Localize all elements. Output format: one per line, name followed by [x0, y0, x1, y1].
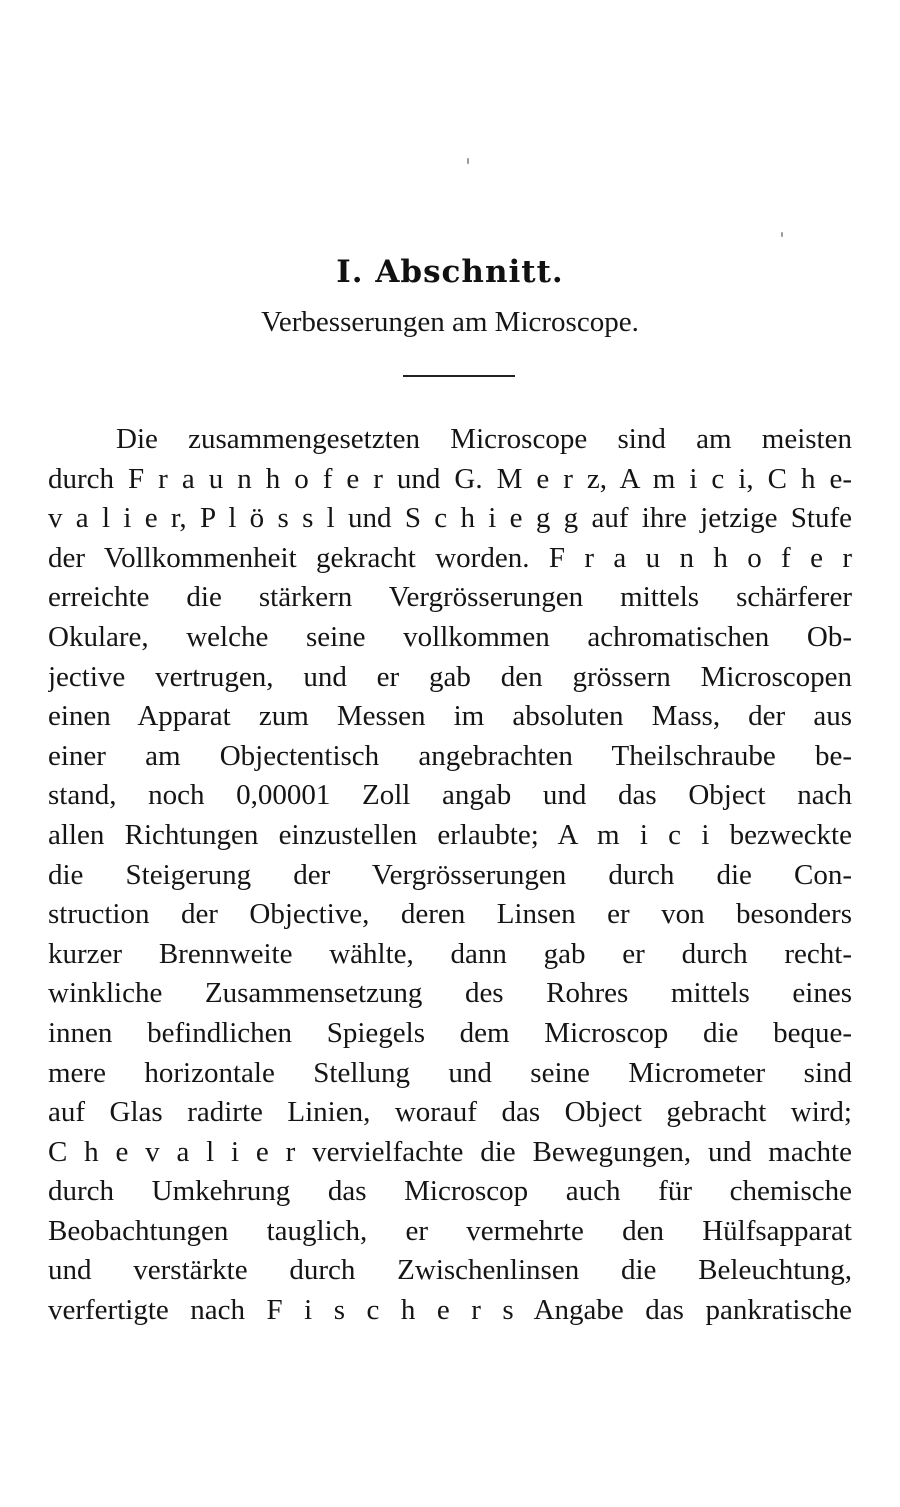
text-line: auf Glas radirte Linien, worauf das Object gebracht wird;	[48, 1096, 852, 1129]
text-line: allen Richtungen einzustellen erlaubte; A m i c i bezweckte	[48, 818, 852, 851]
text-line: jective vertrugen, und er gab den grössern Microscopen	[48, 660, 852, 693]
divider-rule	[403, 375, 515, 377]
text-line: Okulare, welche seine vollkommen achromatischen Ob-	[48, 620, 852, 653]
text-line: erreichte die stärkern Vergrösserungen mittels schärferer	[48, 581, 852, 614]
text-line: die Steigerung der Vergrösserungen durch die Con-	[48, 858, 852, 891]
text-line: stand, noch 0,00001 Zoll angab und das Object nach	[48, 779, 852, 812]
scan-speck	[467, 158, 469, 164]
text-line: kurzer Brennweite wählte, dann gab er durch recht-	[48, 937, 852, 970]
text-line: Beobachtungen tauglich, er vermehrte den Hülfsapparat	[48, 1214, 852, 1247]
text-line: durch F r a u n h o f e r und G. M e r z, A m i c i, C h e-	[48, 462, 852, 495]
text-line: durch Umkehrung das Microscop auch für chemische	[48, 1175, 852, 1208]
scan-speck	[781, 232, 783, 237]
text-line: innen befindlichen Spiegels dem Microscop die beque-	[48, 1016, 852, 1049]
text-line: der Vollkommenheit gekracht worden. F r a u n h o f e r	[48, 541, 852, 574]
text-line: einer am Objectentisch angebrachten Theilschraube be-	[48, 739, 852, 772]
text-line: mere horizontale Stellung und seine Micrometer sind	[48, 1056, 852, 1089]
text-line: verfertigte nach F i s c h e r s Angabe das pankratische	[48, 1294, 852, 1327]
text-line: Die zusammengesetzten Microscope sind am meisten	[116, 423, 852, 455]
body-paragraph	[48, 420, 852, 1331]
text-line: einen Apparat zum Messen im absoluten Mass, der aus	[48, 700, 852, 733]
text-line: struction der Objective, deren Linsen er von besonders	[48, 898, 852, 931]
text-line: winkliche Zusammensetzung des Rohres mittels eines	[48, 977, 852, 1010]
section-subtitle: Verbesserungen am Microscope.	[261, 306, 639, 338]
text-line: und verstärkte durch Zwischenlinsen die Beleuchtung,	[48, 1254, 852, 1287]
section-heading: I. Abschnitt.	[336, 254, 564, 290]
text-line: C h e v a l i e r vervielfachte die Bewegungen, und machte	[48, 1135, 852, 1168]
text-line: v a l i e r, P l ö s s l und S c h i e g g auf ihre jetzige Stufe	[48, 502, 852, 535]
